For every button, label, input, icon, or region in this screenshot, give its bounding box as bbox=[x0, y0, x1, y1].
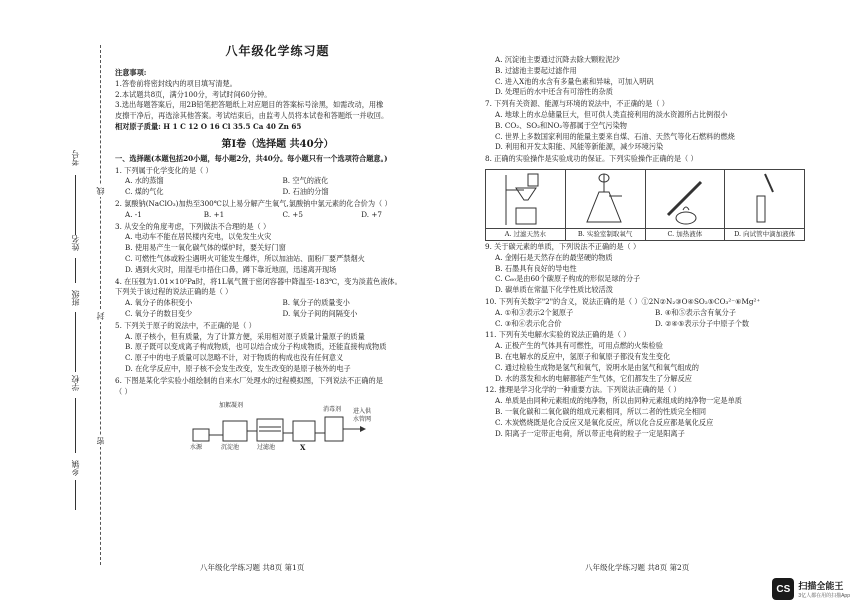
question-7: 7. 下列有关资源、能源与环境的说法中，不正确的是（ ） bbox=[485, 99, 669, 109]
label-xiangzhen: 乡镇 bbox=[71, 460, 80, 476]
option: D. 处理后的水中还含有可溶性的杂质 bbox=[495, 87, 613, 97]
atomic-masses: 相对原子质量: H 1 C 12 O 16 Cl 35.5 Ca 40 Zn 65 bbox=[115, 121, 302, 131]
option: C. 可燃性气体或粉尘遇明火可能发生爆炸，所以加油站、面粉厂要严禁烟火 bbox=[125, 253, 365, 263]
option: D. 水的蒸发和水的电解都能产生气体，它们都发生了分解反应 bbox=[495, 373, 692, 383]
option: B. 石墨具有良好的导电性 bbox=[495, 263, 577, 273]
question-12: 12. 推理是学习化学的一种重要方法。下列说法正确的是（ ） bbox=[485, 385, 681, 395]
experiment-a-caption: A. 过滤天然水 bbox=[486, 228, 565, 240]
watermark-text bbox=[798, 579, 850, 599]
label-sedimentation: 沉淀池 bbox=[221, 444, 240, 452]
option: B. 过滤池主要起过滤作用 bbox=[495, 65, 577, 75]
question-4-options bbox=[115, 298, 440, 320]
label-filter: 过滤池 bbox=[257, 444, 276, 452]
option: D. 利用和开发太阳能、风能等新能源，减少环境污染 bbox=[495, 142, 664, 152]
question-10: 10. 下列有关数字"2"的含义，说法正确的是（ ）①2N②N₂③O④SO₂⑤CO₃²⁻⑥Mg²⁺ bbox=[485, 296, 761, 306]
option: D. 氧分子间的间隔变小 bbox=[282, 308, 358, 318]
water-treatment-diagram bbox=[185, 399, 385, 457]
option: C. 原子中的电子质量可以忽略不计，对于物质的构成也没有任何意义 bbox=[125, 353, 344, 363]
filtration-apparatus-icon bbox=[486, 170, 564, 228]
option: A. 氧分子的体积变小 bbox=[125, 298, 193, 308]
option: B. 一氧化碳和二氧化碳的组成元素相同，所以二者的性质完全相同 bbox=[495, 406, 707, 416]
option: A. 沉淀池主要通过沉降去除大颗粒泥沙 bbox=[495, 55, 620, 64]
label-water-source: 水源 bbox=[190, 444, 203, 452]
label-xingming: 姓名 bbox=[71, 235, 80, 251]
option: D. 碳单质在常温下化学性质比较活泼 bbox=[495, 285, 613, 295]
label-xuexiao: 学校 bbox=[71, 375, 80, 391]
option: D. 阳离子一定带正电荷，所以带正电荷的粒子一定是阳离子 bbox=[495, 428, 685, 438]
option: A. 金刚石是天然存在的最坚硬的物质 bbox=[495, 252, 613, 262]
question-4: 4. 在压强为1.01×10⁵Pa时，将1L氧气置于密闭容器中降温至-183℃，变为淡蓝色液体。 bbox=[115, 276, 402, 286]
option: C. 煤的气化 bbox=[125, 187, 164, 197]
question-8: 8. 正确的实验操作是实验成功的保证。下列实验操作正确的是（ ） bbox=[485, 154, 698, 164]
option: B. 在电解水的反应中，氢原子和氧原子都没有发生变化 bbox=[495, 351, 671, 361]
question-2-options bbox=[115, 210, 440, 221]
page-2 bbox=[485, 55, 815, 439]
option: B. 原子既可以变成离子构成物质，也可以结合成分子构成物质，还能直接构成物质 bbox=[125, 342, 387, 352]
option: D. ②④⑤表示分子中原子个数 bbox=[655, 318, 750, 328]
option: C. C₆₀是由60个碳原子构成的形似足球的分子 bbox=[495, 274, 641, 284]
option: C. +5 bbox=[282, 209, 303, 219]
option: A. 地球上的水总储量巨大，但可供人类直接利用的淡水资源所占比例很小 bbox=[495, 109, 728, 119]
experiment-c bbox=[646, 170, 726, 240]
option: D. +7 bbox=[361, 209, 382, 219]
label-flocculant: 加絮凝剂 bbox=[219, 402, 244, 410]
label-disinfectant: 消毒剂 bbox=[323, 406, 342, 414]
question-9: 9. 关于碳元素的单质，下列说法不正确的是（ ） bbox=[485, 241, 641, 251]
label-kaohao: 考号 bbox=[71, 150, 80, 166]
question-6: 6. 下图是某化学实验小组绘制的自来水厂处理水的过程模拟图，下列说法不正确的是 bbox=[115, 375, 383, 385]
note-line: 2.本试题共8页，满分100分，考试时间60分钟。 bbox=[115, 89, 272, 99]
experiment-images bbox=[485, 169, 805, 241]
option: A. 单质是由同种元素组成的纯净物，所以由同种元素组成的纯净物一定是单质 bbox=[495, 396, 742, 406]
banji-line bbox=[75, 312, 76, 372]
option: A. ①和③表示2个氮原子 bbox=[495, 307, 574, 317]
label-supply-1: 进入供 bbox=[353, 408, 372, 416]
experiment-b-caption: B. 实验室制取氧气 bbox=[566, 228, 645, 240]
x-tank-shape bbox=[293, 421, 315, 441]
exam-title: 八年级化学练习题 bbox=[225, 44, 330, 58]
option: B. 氧分子的质量变小 bbox=[282, 298, 350, 308]
water-source-shape bbox=[193, 429, 209, 441]
option: C. ③和⑥表示化合价 bbox=[495, 318, 562, 328]
option: A. -1 bbox=[125, 209, 142, 219]
option: A. 水的蒸馏 bbox=[125, 176, 164, 186]
label-supply-2: 水管网 bbox=[353, 416, 372, 424]
option: D. 石油的分馏 bbox=[282, 187, 329, 197]
option: C. 氧分子的数目变少 bbox=[125, 308, 193, 318]
question-11: 11. 下列有关电解水实验的说法正确的是（ ） bbox=[485, 330, 631, 340]
section-1-desc: 一、选择题(本题包括20小题，每小题2分，共40分。每小题只有一个选项符合题意。) bbox=[115, 153, 388, 163]
option: A. 原子核小，但有质量，为了计算方便，采用相对原子质量计量原子的质量 bbox=[125, 331, 365, 341]
binding-margin bbox=[0, 0, 110, 608]
camscanner-logo-icon: CS bbox=[772, 578, 794, 600]
option: B. ④和⑤表示含有氧分子 bbox=[655, 307, 736, 317]
question-3: 3. 从安全的角度考虑，下列做法不合理的是（ ） bbox=[115, 221, 271, 231]
option: C. 木炭燃烧既是化合反应又是氧化反应，所以化合反应都是氧化反应 bbox=[495, 417, 714, 427]
dropper-icon bbox=[725, 170, 803, 228]
option: C. 通过检验生成物是氢气和氧气，说明水是由氢气和氧气组成的 bbox=[495, 362, 699, 372]
option: B. CO₂、SO₂和NO₂等都属于空气污染物 bbox=[495, 120, 627, 130]
xuexiao-line bbox=[75, 398, 76, 453]
experiment-d bbox=[725, 170, 804, 240]
option: C. 进入X池的水含有多量色素和异味，可加入明矾 bbox=[495, 76, 654, 86]
notes-heading: 注意事项: bbox=[115, 68, 147, 77]
option: B. 空气的液化 bbox=[282, 176, 329, 186]
question-5: 5. 下列关于原子的说法中，不正确的是（ ） bbox=[115, 320, 256, 330]
filter-tank-shape bbox=[257, 419, 283, 441]
disinfection-tank-shape bbox=[325, 417, 343, 441]
experiment-a bbox=[486, 170, 566, 240]
experiment-c-caption: C. 加热液体 bbox=[646, 228, 725, 240]
watermark-sub: 3亿人都在用的扫描App bbox=[798, 593, 850, 599]
seal-char-mi: 密 bbox=[96, 437, 105, 445]
question-6-stem2: （ ） bbox=[115, 386, 132, 396]
option: A. 电动车不能在居民楼内充电，以免发生火灾 bbox=[125, 232, 272, 242]
option: C. 世界上多数国家利用的能量主要来自煤、石油、天然气等化石燃料的燃烧 bbox=[495, 131, 735, 141]
section-1-title: 第Ⅰ卷（选择题 共40分） bbox=[221, 138, 334, 150]
option: D. 遇到火灾时，用湿毛巾捂住口鼻，蹲下靠近地面，迅速离开现场 bbox=[125, 264, 337, 274]
label-banji: 班级 bbox=[71, 290, 80, 306]
experiment-d-caption: D. 向试管中滴加液体 bbox=[725, 228, 804, 240]
watermark-main: 扫描全能王 bbox=[798, 581, 844, 591]
question-1: 1. 下列属于化学变化的是（ ） bbox=[115, 165, 213, 175]
page-1-footer: 八年级化学练习题 共8页 第1页 bbox=[200, 563, 305, 572]
note-line: 皮擦干净后，再选涂其他答案。考试结束后，由监考人员将本试卷和答题纸一并收回。 bbox=[115, 111, 389, 121]
camscanner-watermark bbox=[772, 578, 850, 600]
question-10-options bbox=[485, 308, 815, 330]
page-1 bbox=[115, 42, 440, 457]
note-line: 1.答卷前将密封线内的项目填写清楚。 bbox=[115, 78, 237, 88]
seal-char-feng: 封 bbox=[96, 312, 105, 320]
option: B. +1 bbox=[203, 209, 225, 219]
label-x: X bbox=[300, 443, 306, 453]
kaohao-line bbox=[75, 175, 76, 235]
sedimentation-tank-shape bbox=[223, 421, 247, 441]
heating-liquid-icon bbox=[646, 170, 724, 228]
experiment-b bbox=[566, 170, 646, 240]
option: B. 使用易产生一氧化碳气体的煤炉时，要关好门窗 bbox=[125, 243, 286, 253]
seal-line bbox=[100, 45, 101, 565]
xingming-line bbox=[75, 258, 76, 283]
note-line: 3.选出每题答案后，用2B铅笔把答题纸上对应题目的答案标号涂黑，如需改动，用橡 bbox=[115, 100, 384, 110]
question-4-stem2: 下列关于该过程的说法正确的是（ ） bbox=[115, 287, 233, 297]
seal-char-xian: 线 bbox=[96, 187, 105, 195]
xiangzhen-line bbox=[75, 480, 76, 510]
page-2-footer: 八年级化学练习题 共8页 第2页 bbox=[585, 563, 690, 572]
option: A. 正极产生的气体具有可燃性，可用点燃的火柴检验 bbox=[495, 341, 663, 351]
oxygen-prep-flask-icon bbox=[566, 170, 644, 228]
option: D. 在化学反应中，原子核不会发生改变，发生改变的是原子核外的电子 bbox=[125, 363, 351, 373]
question-1-options bbox=[115, 176, 440, 198]
question-2: 2. 氯酸钠(NaClO₃)加热至300℃以上易分解产生氧气,氯酸钠中氯元素的化合价为（ ） bbox=[115, 198, 392, 208]
